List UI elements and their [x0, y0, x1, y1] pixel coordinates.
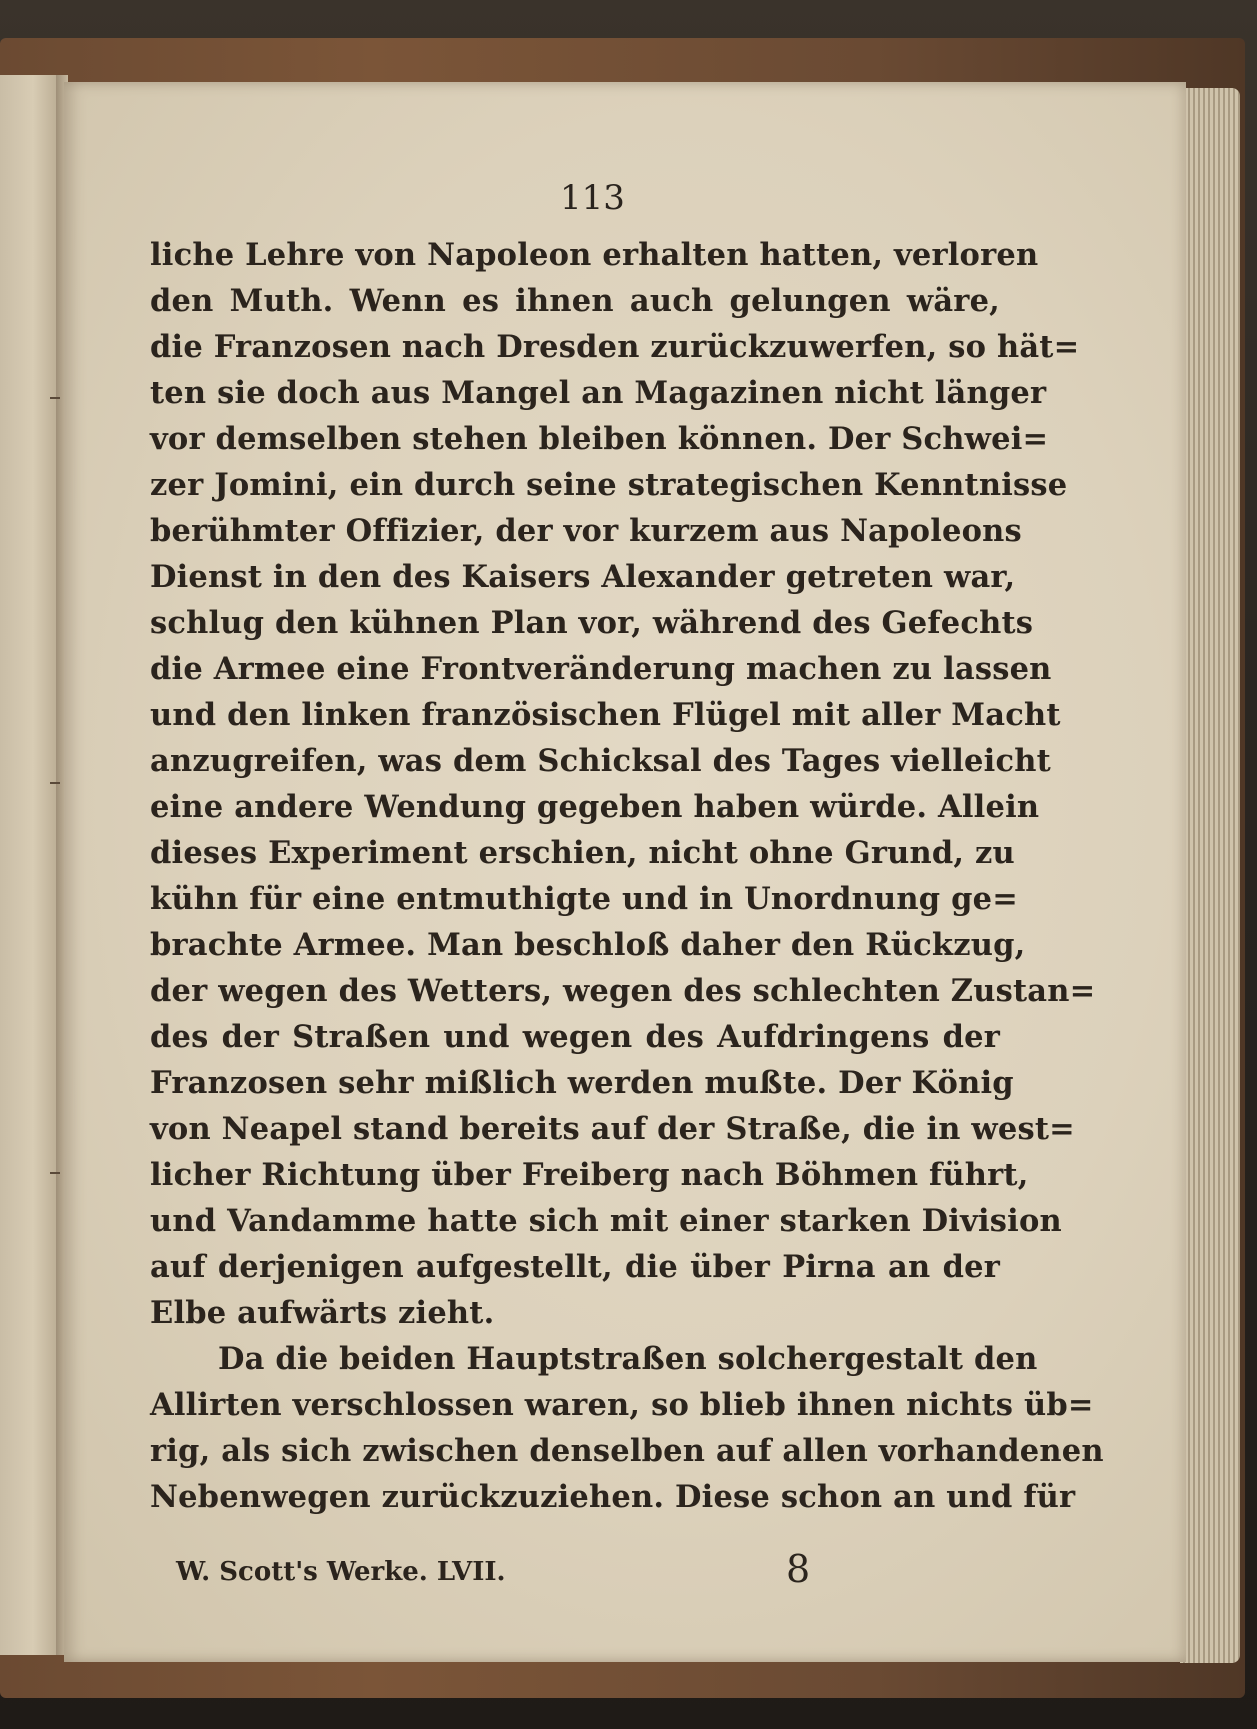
paragraph-start-line: Da die beiden Hauptstraßen solchergestalt den: [218, 1341, 1038, 1377]
text-line: Nebenwegen zurückzuziehen. Diese schon an und für: [150, 1479, 1076, 1515]
text-line: dieses Experiment erschien, nicht ohne Grund, zu: [150, 835, 1015, 871]
facing-page-edge: [0, 75, 60, 1655]
text-line: auf derjenigen aufgestellt, die über Pirna an der: [150, 1249, 1000, 1285]
text-line: Franzosen sehr mißlich werden mußte. Der König: [150, 1065, 1014, 1101]
text-line: Dienst in den des Kaisers Alexander getreten war,: [150, 559, 1016, 595]
text-line: die Franzosen nach Dresden zurückzuwerfen, so hät=: [150, 329, 1080, 365]
text-line: ten sie doch aus Mangel an Magazinen nicht länger: [150, 375, 1047, 411]
text-line: zer Jomini, ein durch seine strategischen Kenntnisse: [150, 467, 1068, 503]
signature-mark: W. Scott's Werke. LVII.: [176, 1557, 506, 1587]
margin-mark: [50, 1172, 60, 1174]
page-footer: [150, 1547, 1000, 1597]
text-line: licher Richtung über Freiberg nach Böhmen führt,: [150, 1157, 1029, 1193]
text-line: die Armee eine Frontveränderung machen zu lassen: [150, 651, 1052, 687]
text-line: den Muth. Wenn es ihnen auch gelungen wäre,: [150, 283, 1000, 319]
text-line: liche Lehre von Napoleon erhalten hatten, verloren: [150, 237, 1039, 273]
text-line: anzugreifen, was dem Schicksal des Tages vielleicht: [150, 743, 1051, 779]
margin-mark: [50, 397, 60, 399]
text-line: schlug den kühnen Plan vor, während des Gefechts: [150, 605, 1034, 641]
text-line: brachte Armee. Man beschloß daher den Rückzug,: [150, 927, 1026, 963]
text-line: des der Straßen und wegen des Aufdringens der: [150, 1019, 1000, 1055]
text-line: rig, als sich zwischen denselben auf allen vorhandenen: [150, 1433, 1104, 1469]
page-stack-edges: [1180, 88, 1240, 1663]
margin-mark: [50, 782, 60, 784]
text-line: eine andere Wendung gegeben haben würde. Allein: [150, 789, 1040, 825]
paragraph-end-line: Elbe aufwärts zieht.: [150, 1295, 495, 1331]
text-line: von Neapel stand bereits auf der Straße, die in west=: [150, 1111, 1075, 1147]
text-line: und den linken französischen Flügel mit aller Macht: [150, 697, 1061, 733]
body-text: [150, 232, 1104, 1520]
sheet-number: 8: [786, 1547, 811, 1591]
text-line: der wegen des Wetters, wegen des schlechten Zustan=: [150, 973, 1096, 1009]
text-line: Allirten verschlossen waren, so blieb ihnen nichts üb=: [150, 1387, 1094, 1423]
text-line: kühn für eine entmuthigte und in Unordnung ge=: [150, 881, 1018, 917]
text-line: vor demselben stehen bleiben können. Der Schwei=: [150, 421, 1049, 457]
text-line: und Vandamme hatte sich mit einer starken Division: [150, 1203, 1062, 1239]
page-number: 113: [560, 178, 625, 218]
text-line: berühmter Offizier, der vor kurzem aus Napoleons: [150, 513, 1022, 549]
